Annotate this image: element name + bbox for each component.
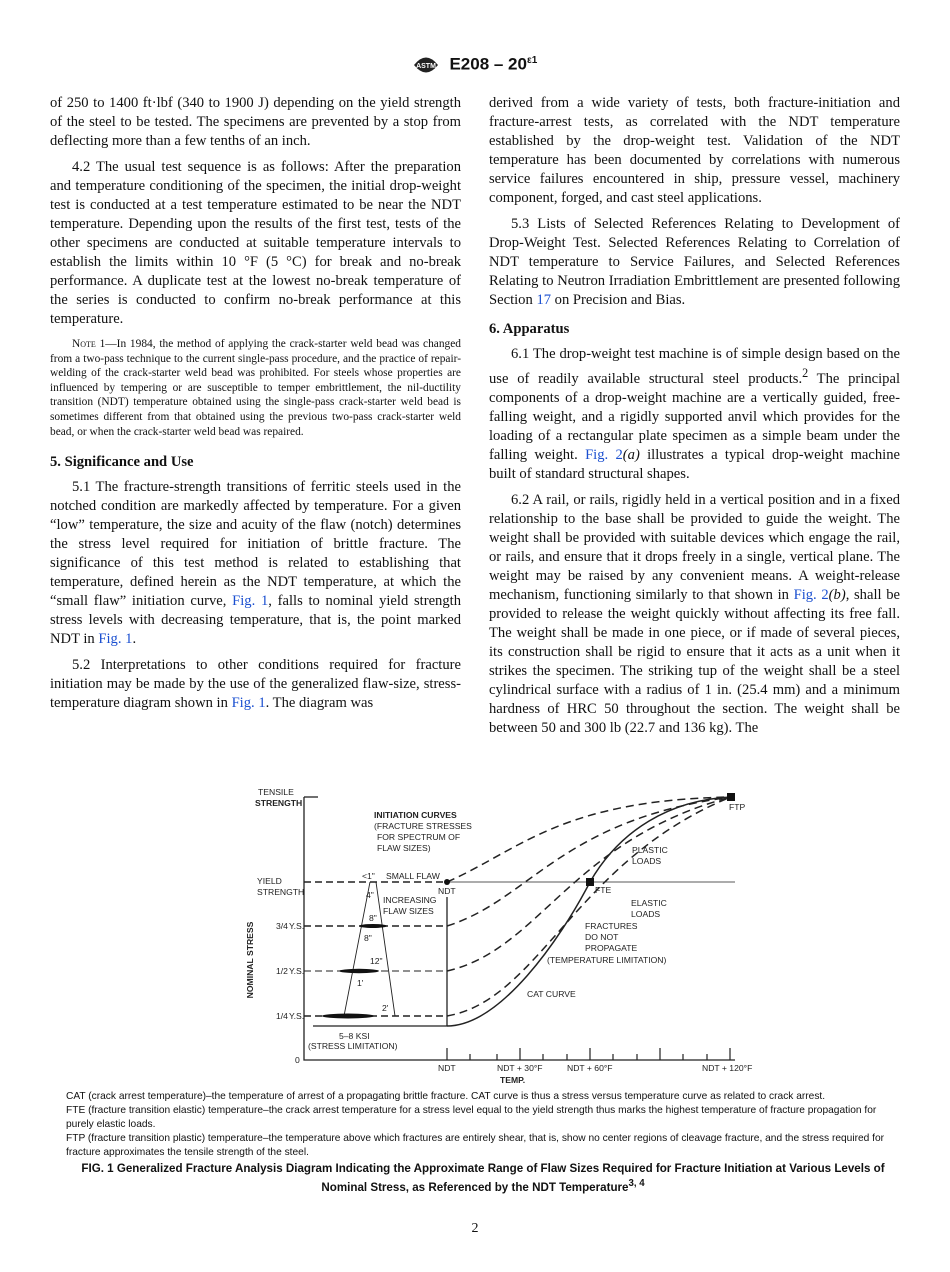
svg-text:FLAW SIZES: FLAW SIZES bbox=[383, 906, 434, 916]
y-axis-label: NOMINAL STRESS bbox=[245, 921, 255, 999]
svg-text:NDT: NDT bbox=[438, 1063, 456, 1073]
svg-text:PROPAGATE: PROPAGATE bbox=[585, 943, 638, 953]
note-1: Note 1—In 1984, the method of applying the crack-starter weld bead was changed from a two-pass technique to the current single-pass procedure, and the practice of repair-welding of the crack-starter weld bead was prohibited. For steels whose properties are influenced by tempering or are susceptible to temper embrittlement, the nil-ductility transition (NDT) temperature obtained using the single-pass crack-starter weld bead is sometimes different from that obtained using the previous two-pass crack-starter weld bead, or when the crack-starter weld bead was repaired. bbox=[50, 338, 461, 438]
svg-text:LOADS: LOADS bbox=[632, 856, 662, 866]
svg-text:0: 0 bbox=[295, 1055, 300, 1065]
y-axis bbox=[304, 797, 735, 1060]
svg-text:4": 4" bbox=[366, 890, 374, 900]
fig-2-link[interactable]: Fig. 2 bbox=[585, 446, 623, 463]
svg-text:YIELD: YIELD bbox=[257, 876, 282, 886]
fracture-analysis-diagram bbox=[240, 780, 790, 1090]
fte-marker bbox=[586, 878, 594, 886]
footnote-ref[interactable]: 2 bbox=[802, 366, 809, 380]
svg-text:TEMP.: TEMP. bbox=[500, 1075, 526, 1085]
paragraph-4-2: 4.2 The usual test sequence is as follows: After the preparation and temperature conditioning of the specimen, the initial drop-weight test is conducted at a test temperature estimated to be near the NDT temperature. Depending upon the results of the first test, tests of the other specimens are conducted at suitable temperature intervals to establish the limits within 10 °F (5 °C) for break and no-break performance. A duplicate test at the lowest no-break temperature of the series is conducted to confirm no-break performance at this temperature. bbox=[50, 159, 461, 327]
svg-text:CAT CURVE: CAT CURVE bbox=[527, 989, 576, 999]
fig-2-link[interactable]: Fig. 2 bbox=[793, 586, 829, 603]
right-column bbox=[489, 94, 900, 745]
paragraph-5-1: 5.1 The fracture-strength transitions of ferritic steels used in the notched condition are markedly affected by temperature. For a given “low” temperature, the size and acuity of the flaw (notch) determines the stress level required for initiation of brittle fracture. The significance of this test method is related to establishing that temperature, defined herein as the NDT temperature, at which the “small flaw” initiation curve, Fig. 1, falls to nominal yield strength stress levels with decreasing temperature, that is, the point marked NDT in Fig. 1. bbox=[50, 479, 461, 648]
epsilon: ε1 bbox=[526, 54, 538, 66]
paragraph-5-3: 5.3 Lists of Selected References Relating to Development of Drop-Weight Test. Selected References Relating to Correlation of NDT temperature to Service Failures, and Selected References Relating to Neutron Irradiation Embrittlement are presented following Section 17 on Precision and Bias. bbox=[489, 216, 900, 308]
fig-1-link[interactable]: Fig. 1 bbox=[98, 631, 133, 648]
svg-text:STRENGTH: STRENGTH bbox=[255, 798, 303, 808]
figure-refs[interactable]: 3, 4 bbox=[628, 1178, 645, 1189]
svg-text:NDT: NDT bbox=[438, 886, 456, 896]
svg-text:TENSILE: TENSILE bbox=[258, 787, 294, 797]
caption-fte: FTE (fracture transition elastic) temperature–the crack arrest temperature for a stress level equal to the yield strength thus marks the highest temperature of fracture propagation for purely elastic loads. bbox=[66, 1105, 877, 1130]
svg-text:12": 12" bbox=[370, 956, 383, 966]
paragraph: of 250 to 1400 ft·lbf (340 to 1900 J) depending on the yield strength of the steel to be tested. The specimens are prevented by a stop from deflecting more than a few tenths of an inch. bbox=[50, 95, 461, 149]
page-number: 2 bbox=[471, 1221, 479, 1236]
svg-text:8": 8" bbox=[369, 913, 377, 923]
svg-text:Y.S.: Y.S. bbox=[289, 966, 305, 976]
svg-text:NDT + 120°F: NDT + 120°F bbox=[702, 1063, 753, 1073]
svg-text:SMALL FLAW: SMALL FLAW bbox=[386, 871, 440, 881]
svg-text:2': 2' bbox=[382, 1003, 389, 1013]
section-17-link[interactable]: 17 bbox=[536, 292, 552, 308]
svg-text:FRACTURES: FRACTURES bbox=[585, 921, 638, 931]
svg-text:PLASTIC: PLASTIC bbox=[632, 845, 668, 855]
paragraph: derived from a wide variety of tests, both fracture-initiation and fracture-arrest tests, as correlated with the NDT temperature established by the drop-weight test. Validation of the NDT temperature has been documented by correlations with numerous service failures encountered in ship, pressure vessel, machinery component, forged, and cast steel applications. bbox=[489, 95, 900, 206]
svg-text:DO NOT: DO NOT bbox=[585, 932, 619, 942]
designation: E208 – 20 bbox=[449, 54, 527, 74]
svg-text:1/4: 1/4 bbox=[276, 1011, 288, 1021]
paragraph-6-1: 6.1 The drop-weight test machine is of simple design based on the use of readily available structural steel products.$^2$ The principal components of a drop-weight machine are a vertically guided, free-falling weight, and a rigidly supported anvil which provides for the loading of a rectangular plate specimen as a simple beam under the falling weight. Fig. 2(a) illustrates a typical drop-weight machine built of standard structural shapes. bbox=[489, 346, 901, 482]
svg-text:NDT + 30°F: NDT + 30°F bbox=[497, 1063, 543, 1073]
svg-text:INCREASING: INCREASING bbox=[383, 895, 437, 905]
section-6-heading: 6. Apparatus bbox=[489, 321, 570, 337]
paragraph-5-2: 5.2 Interpretations to other conditions required for fracture initiation may be made by the use of the generalized flaw-size, stress-temperature diagram shown in Fig. 1. The diagram was bbox=[50, 657, 461, 712]
figure-title: FIG. 1 Generalized Fracture Analysis Diagram Indicating the Approximate Range of Flaw Sizes Required for Fracture Initiation at Various Levels of Nominal Stress, as Referenced by the NDT Temperature$^{3, 4}$ bbox=[81, 1162, 885, 1194]
section-5-heading: 5. Significance and Use bbox=[50, 454, 194, 471]
svg-text:FTE: FTE bbox=[595, 885, 612, 895]
ftp-marker bbox=[727, 793, 735, 801]
svg-text:FOR SPECTRUM OF: FOR SPECTRUM OF bbox=[377, 832, 461, 842]
svg-text:ELASTIC: ELASTIC bbox=[631, 898, 667, 908]
x-ticks bbox=[447, 1048, 730, 1060]
svg-text:3/4: 3/4 bbox=[276, 921, 288, 931]
svg-text:<1": <1" bbox=[362, 871, 375, 881]
svg-text:LOADS: LOADS bbox=[631, 909, 661, 919]
svg-text:(TEMPERATURE LIMITATION): (TEMPERATURE LIMITATION) bbox=[547, 955, 667, 965]
fig-1-link[interactable]: Fig. 1 bbox=[231, 695, 266, 712]
svg-text:(STRESS LIMITATION): (STRESS LIMITATION) bbox=[308, 1041, 398, 1051]
svg-text:STRENGTH: STRENGTH bbox=[257, 887, 305, 897]
svg-text:1': 1' bbox=[357, 978, 364, 988]
svg-text:ASTM: ASTM bbox=[415, 63, 436, 70]
svg-text:FLAW SIZES): FLAW SIZES) bbox=[377, 843, 431, 853]
left-column bbox=[50, 94, 461, 720]
svg-text:FTP: FTP bbox=[729, 802, 746, 812]
svg-text:1/2: 1/2 bbox=[276, 966, 288, 976]
svg-text:5–8 KSI: 5–8 KSI bbox=[339, 1031, 370, 1041]
page-header bbox=[0, 54, 950, 76]
cat-curve bbox=[447, 797, 731, 1026]
svg-text:NDT + 60°F: NDT + 60°F bbox=[567, 1063, 613, 1073]
paragraph-6-2: 6.2 A rail, or rails, rigidly held in a vertical position and in a fixed relationship to the base shall be provided to guide the weight. The weight shall be provided with suitable devices which engage the rail, or rails, and ensure that it drops freely in a single, vertical plane. The weight may be raised by any convenient means. A weight-release mechanism, functioning similarly to that shown in Fig. 2(b), shall be provided to release the weight quickly without affecting its free fall. The weight shall be made in one piece, or if made of several pieces, its construction shall be rigid to ensure that it acts as a unit when it strikes the specimen. The striking tup of the weight shall be a steel cylindrical surface with a radius of 1 in. (25.4 mm) and a minimum hardness of HRC 50 throughout the section. The weight shall be between 50 and 300 lb (22.7 and 136 kg). The bbox=[489, 491, 900, 736]
svg-text:8": 8" bbox=[364, 933, 372, 943]
svg-text:(FRACTURE STRESSES: (FRACTURE STRESSES bbox=[374, 821, 472, 831]
svg-text:INITIATION CURVES: INITIATION CURVES bbox=[374, 810, 457, 820]
astm-logo-icon bbox=[413, 54, 439, 76]
svg-text:Y.S.: Y.S. bbox=[289, 1011, 305, 1021]
caption-ftp: FTP (fracture transition plastic) temperature–the temperature above which fractures are entirely shear, that is, show no center regions of cleavage fracture, and the stress required for fracture approximates the tensile strength of the steel. bbox=[66, 1133, 885, 1158]
caption-cat: CAT (crack arrest temperature)–the temperature of arrest of a propagating brittle fracture. CAT curve is thus a stress versus temperature curve as related to crack arrest. bbox=[66, 1091, 826, 1102]
fig-1-link[interactable]: Fig. 1 bbox=[232, 593, 269, 610]
svg-text:Y.S.: Y.S. bbox=[289, 921, 305, 931]
